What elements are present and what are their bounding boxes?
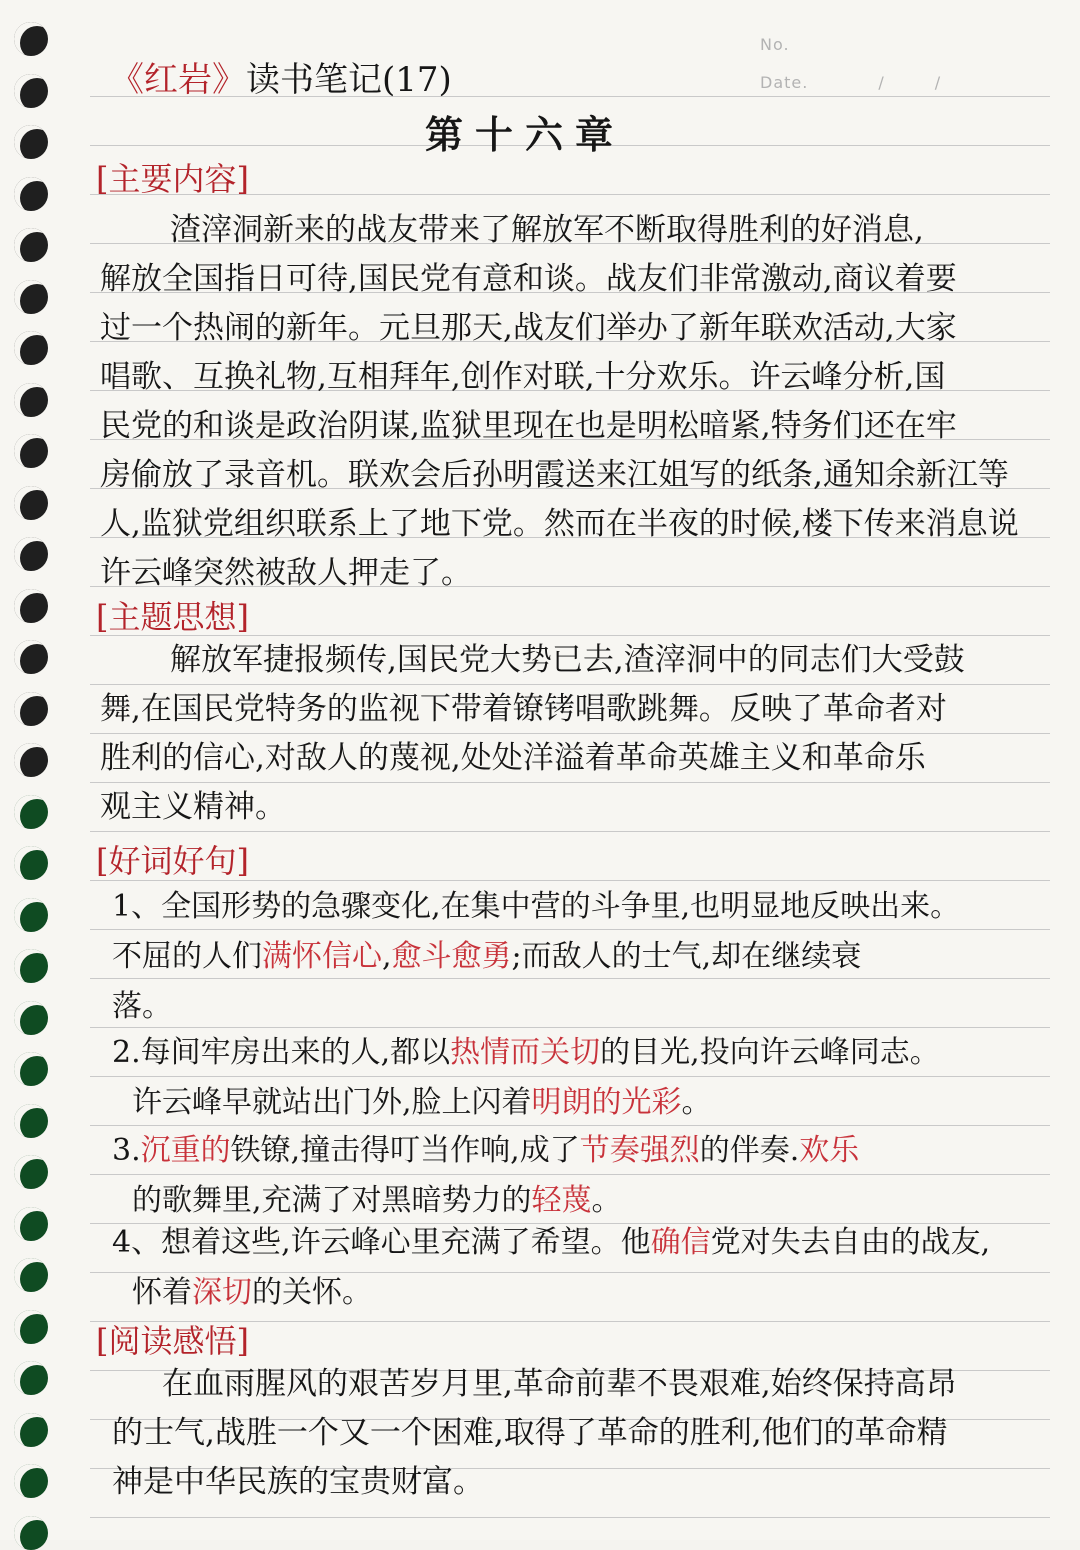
binder-hole — [14, 1207, 48, 1241]
text-segment: 2.每间牢房出来的人,都以 — [112, 1035, 451, 1070]
title-rest: 读书笔记(17) — [246, 60, 452, 100]
binder-hole — [14, 846, 48, 880]
highlight-phrase: 沉重的 — [140, 1133, 231, 1168]
main-content-text — [100, 206, 1030, 598]
text-segment: 不屈的人们 — [112, 939, 262, 974]
binder-hole — [14, 486, 48, 520]
text-segment: 党对失去自由的战友, — [710, 1225, 991, 1260]
chapter-heading: 第十六章 — [425, 112, 626, 157]
binder-hole — [14, 1052, 48, 1086]
text-line: 房偷放了录音机。联欢会后孙明霞送来江姐写的纸条,通知余新江等 — [100, 457, 1009, 493]
reflection-text — [112, 1360, 1042, 1507]
section-heading-good-phrases: [好词好句] — [96, 842, 249, 880]
text-segment: ;而敌人的士气,却在继续衰 — [511, 939, 862, 974]
text-segment: , — [382, 939, 392, 974]
section-heading-main-content: [主要内容] — [96, 160, 249, 198]
highlight-phrase: 确信 — [650, 1225, 711, 1260]
text-line: 的士气,战胜一个又一个困难,取得了革命的胜利,他们的革命精 — [112, 1415, 948, 1451]
text-segment: 的关怀。 — [252, 1275, 372, 1310]
binder-hole — [14, 22, 48, 56]
theme-text — [100, 636, 1030, 832]
text-line: 解放全国指日可待,国民党有意和谈。战友们非常激动,商议着要 — [100, 261, 957, 297]
binder-hole — [14, 1104, 48, 1138]
phrase-item-3 — [112, 1126, 1042, 1226]
text-segment: 3. — [112, 1133, 141, 1168]
text-segment: 的目光,投向许云峰同志。 — [600, 1035, 940, 1070]
date-separator-2: / — [934, 73, 942, 92]
text-segment: 铁镣,撞击得叮当作响,成了 — [230, 1133, 580, 1168]
binder-hole — [14, 383, 48, 417]
binder-hole — [14, 125, 48, 159]
highlight-phrase: 欢乐 — [799, 1133, 860, 1168]
section-heading-reflection: [阅读感悟] — [96, 1322, 249, 1360]
no-label: No. — [760, 35, 790, 54]
phrase-item-2 — [112, 1028, 1042, 1128]
binder-hole — [14, 1155, 48, 1189]
binder-hole — [14, 795, 48, 829]
text-line: 观主义精神。 — [100, 789, 286, 825]
text-line: 解放军捷报频传,国民党大势已去,渣滓洞中的同志们大受鼓 — [170, 642, 965, 678]
text-line: 民党的和谈是政治阴谋,监狱里现在也是明松暗紧,特务们还在牢 — [100, 408, 957, 444]
text-segment: 怀着 — [132, 1275, 192, 1310]
phrase-item-4 — [112, 1218, 1042, 1318]
phrase-item-1 — [112, 882, 1042, 1032]
binder-hole — [14, 1001, 48, 1035]
text-line: 唱歌、互换礼物,互相拜年,创作对联,十分欢乐。许云峰分析,国 — [100, 359, 946, 395]
binder-hole — [14, 589, 48, 623]
binder-hole — [14, 177, 48, 211]
binder-hole — [14, 228, 48, 262]
text-line: 落。 — [112, 989, 172, 1024]
highlight-phrase: 明朗的光彩 — [531, 1085, 682, 1120]
text-segment: 4、想着这些,许云峰心里充满了希望。他 — [112, 1225, 651, 1260]
binder-hole — [14, 898, 48, 932]
text-line: 渣滓洞新来的战友带来了解放军不断取得胜利的好消息, — [170, 212, 924, 248]
text-line: 许云峰突然被敌人押走了。 — [100, 555, 472, 591]
binder-hole — [14, 743, 48, 777]
binder-hole — [14, 280, 48, 314]
text-line: 神是中华民族的宝贵财富。 — [112, 1464, 484, 1500]
text-segment: 许云峰早就站出门外,脸上闪着 — [132, 1085, 532, 1120]
date-separator-1: / — [878, 73, 885, 92]
binder-hole — [14, 1310, 48, 1344]
text-line: 1、全国形势的急骤变化,在集中营的斗争里,也明显地反映出来。 — [112, 889, 961, 924]
text-line: 胜利的信心,对敌人的蔑视,处处洋溢着革命英雄主义和革命乐 — [100, 740, 926, 776]
binder-hole — [14, 434, 48, 468]
binder-hole — [14, 1413, 48, 1447]
binder-hole — [14, 640, 48, 674]
text-line: 在血雨腥风的艰苦岁月里,革命前辈不畏艰难,始终保持高昂 — [162, 1366, 957, 1402]
highlight-phrase: 满怀信心 — [262, 939, 382, 974]
binder-hole — [14, 537, 48, 571]
binder-hole — [14, 331, 48, 365]
text-segment: 。 — [591, 1183, 622, 1218]
text-line: 舞,在国民党特务的监视下带着镣铐唱歌跳舞。反映了革命者对 — [100, 691, 947, 727]
no-date-header — [760, 20, 941, 92]
highlight-phrase: 热情而关切 — [450, 1035, 601, 1070]
highlight-phrase: 深切 — [192, 1275, 252, 1310]
highlight-phrase: 愈斗愈勇 — [391, 939, 512, 974]
highlight-phrase: 轻蔑 — [531, 1183, 592, 1218]
rule-line — [90, 1517, 1050, 1518]
highlight-phrase: 节奏强烈 — [579, 1133, 700, 1168]
binder-hole — [14, 949, 48, 983]
text-line: 过一个热闹的新年。元旦那天,战友们举办了新年联欢活动,大家 — [100, 310, 957, 346]
text-line: 人,监狱党组织联系上了地下党。然而在半夜的时候,楼下传来消息说 — [100, 506, 1019, 542]
binder-hole — [14, 692, 48, 726]
text-segment: 。 — [681, 1085, 712, 1120]
date-label: Date. — [760, 73, 809, 92]
binder-hole — [14, 1464, 48, 1498]
section-heading-theme: [主题思想] — [96, 598, 249, 636]
binder-hole — [14, 74, 48, 108]
text-segment: 的伴奏. — [699, 1133, 800, 1168]
binder-hole — [14, 1361, 48, 1395]
page-title — [110, 52, 452, 101]
book-title: 《红岩》 — [110, 60, 246, 100]
binder-holes — [14, 0, 54, 1540]
text-segment: 的歌舞里,充满了对黑暗势力的 — [132, 1183, 532, 1218]
binder-hole — [14, 1258, 48, 1292]
binder-hole — [14, 1516, 48, 1550]
